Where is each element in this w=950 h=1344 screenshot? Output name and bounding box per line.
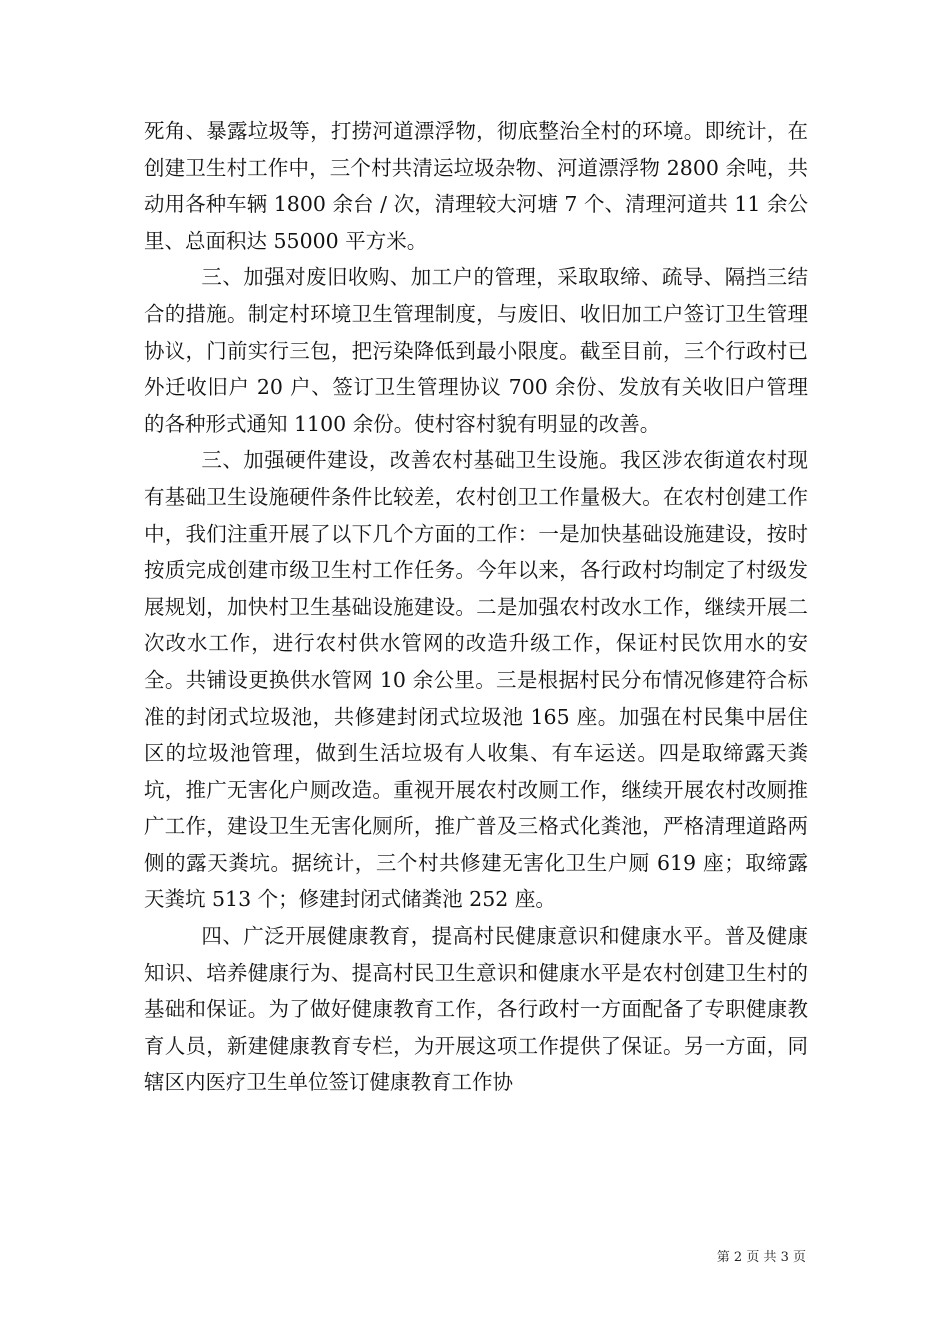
page-number-footer: 第 2 页 共 3 页 — [716, 1250, 806, 1265]
paragraph-health-education: 四、广泛开展健康教育，提高村民健康意识和健康水平。普及健康知识、培养健康行为、提高村民卫生意识和健康水平是农村创建卫生村的基础和保证。为了做好健康教育工作，各行政村一方面配备了专职健康教育人员，新建健康教育专栏，为开展这项工作提供了保证。另一方面，同辖区内医疗卫生单位签订健康教育工作协 — [144, 924, 808, 1095]
paragraph-continued: 死角、暴露垃圾等，打捞河道漂浮物，彻底整治全村的环境。即统计，在创建卫生村工作中，三个村共清运垃圾杂物、河道漂浮物 2800 余吨，共动用各种车辆 1800 余台 / 次，清理较大河塘 7 个、清理河道共 11 余公里、总面积达 55000 平方米。 — [144, 119, 808, 253]
paragraph-waste-management: 三、加强对废旧收购、加工户的管理，采取取缔、疏导、隔挡三结合的措施。制定村环境卫生管理制度，与废旧、收旧加工户签订卫生管理协议，门前实行三包，把污染降低到最小限度。截至目前，三个行政村已外迁收旧户 20 户、签订卫生管理协议 700 余份、发放有关收旧户管理的各种形式通知 1100 余份。使村容村貌有明显的改善。 — [144, 265, 808, 436]
document-body — [144, 113, 808, 1101]
paragraph-infrastructure: 三、加强硬件建设，改善农村基础卫生设施。我区涉农街道农村现有基础卫生设施硬件条件比较差，农村创卫工作量极大。在农村创建工作中，我们注重开展了以下几个方面的工作：一是加快基础设施建设，按时按质完成创建市级卫生村工作任务。今年以来，各行政村均制定了村级发展规划，加快村卫生基础设施建设。二是加强农村改水工作，继续开展二次改水工作，进行农村供水管网的改造升级工作，保证村民饮用水的安全。共铺设更换供水管网 10 余公里。三是根据村民分布情况修建符合标准的封闭式垃圾池，共修建封闭式垃圾池 165 座。加强在村民集中居住区的垃圾池管理，做到生活垃圾有人收集、有车运送。四是取缔露天粪坑，推广无害化户厕改造。重视开展农村改厕工作，继续开展农村改厕推广工作，建设卫生无害化厕所，推广普及三格式化粪池，严格清理道路两侧的露天粪坑。据统计，三个村共修建无害化卫生户厕 619 座；取缔露天粪坑 513 个；修建封闭式储粪池 252 座。 — [144, 448, 808, 912]
